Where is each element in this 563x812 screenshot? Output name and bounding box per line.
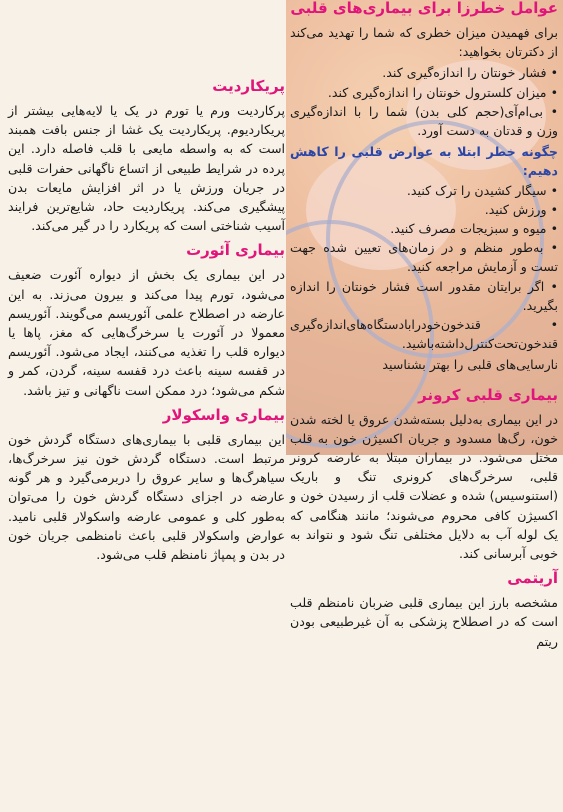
list-item: • اگر برایتان مقدور است فشار خونتان را اندازه بگیرید. xyxy=(290,277,558,315)
list-item: • سیگار کشیدن را ترک کنید. xyxy=(290,181,558,200)
section-title: عوامل خطرزا برای بیماری‌های قلبی xyxy=(290,0,558,17)
section-body: در این بیماری یک بخش از دیواره آئورت ضعیف می‌شود، تورم پیدا می‌کند و بیرون می‌زند. به این عارضه در اصطلاح علمی آئوریسم می‌گویند. آئوریسم معمولا در آئورت یا سرخرگ‌هایی که مغز، پاها یا دیواره قلب را تغذیه می‌کنند، ایجاد می‌شود. آئوریسم در قفسه سینه باعث درد قفسه سینه، گردن، کمر و شکم می‌شود؛ درد ممکن است ناگهانی و تیز باشد. xyxy=(8,267,285,398)
section-intro: برای فهمیدن میزان خطری که شما را تهدید می‌کند از دکترتان بخواهید: xyxy=(290,25,558,60)
section-note: نارسایی‌های قلبی را بهتر بشناسید xyxy=(382,357,558,373)
list-item: • قندخون‌خودرابادستگاه‌های‌اندازه‌گیری قندخون‌تحت‌کنترل‌داشته‌باشید. xyxy=(290,315,558,353)
right-column xyxy=(290,0,558,653)
list-item: • فشار خونتان را اندازه‌گیری کند. xyxy=(290,63,558,82)
section-coronary-disease xyxy=(290,385,558,564)
list-item: • میزان کلسترول خونتان را اندازه‌گیری کند. xyxy=(290,83,558,102)
section-title: بیماری واسکولار xyxy=(162,405,285,424)
list-item: • به‌طور منظم و در زمان‌های تعیین شده جهت تست و آزمایش مراجعه کنید. xyxy=(290,238,558,276)
section-body: پرکاردیت ورم یا تورم در یک یا لایه‌هایی بیشتر از پریکاردیوم. پریکاردیت یک غشا از جنس بافت همبند است که به واسطه مایعی با قلب فاصله دارد. این پرده در شرایط طبیعی از اتساع ناگهانی حفرات قلبی در جریان ورزش یا در اثر افزایش مایعات بدن پیشگیری می‌کند. پریکاردیت حاد، شایع‌ترین فرایند آسیب شناختی است که پریکارد را در گیر می‌کند. xyxy=(8,103,285,234)
section-title: پریکاردیت xyxy=(212,77,285,95)
list-item: • بی‌ام‌آی(حجم کلی بدن) شما را با اندازه‌گیری وزن و قدتان به دست آورد. xyxy=(290,102,558,140)
risk-list xyxy=(290,63,558,140)
section-aortic-disease xyxy=(8,240,285,399)
section-title: بیماری آئورت xyxy=(186,241,285,260)
section-vascular-disease xyxy=(8,405,285,564)
left-column xyxy=(8,76,285,566)
list-item: • میوه و سبزیجات مصرف کنید. xyxy=(290,219,558,238)
reduction-list xyxy=(290,181,558,354)
section-risk-reduction xyxy=(290,142,558,374)
section-title: بیماری قلبی کرونر xyxy=(418,385,558,404)
section-body: مشخصه بارز این بیماری قلبی ضربان نامنظم قلب است که در اصطلاح پزشکی به آن غیرطبیعی بودن ریتم xyxy=(290,595,558,649)
section-arrhythmia xyxy=(290,568,558,651)
section-body: در این بیماری به‌دلیل بسته‌شدن عروق یا لخته شدن خون، رگ‌ها مسدود و جریان اکسیژن خون به قلب مختل می‌شود. در بیماران مبتلا به عارضه کرونر قلبی، سرخرگ‌های کرونری تنگ و باریک (استنوسیس) شده و عضلات قلب از رسیدن خون و اکسیژن کافی محروم می‌شوند؛ مانند هنگامی که یک لوله آب به دلایل مختلفی تنگ شود و نتواند به خوبی آبرسانی کند. xyxy=(290,411,558,562)
section-subtitle: چگونه خطر ابتلا به عوارض قلبی را کاهش دهیم: xyxy=(290,144,558,179)
section-risk-factors xyxy=(290,0,558,140)
list-item: • ورزش کنید. xyxy=(290,200,558,219)
section-title: آریتمی xyxy=(507,569,558,588)
section-pericarditis xyxy=(8,76,285,235)
section-body: این بیماری قلبی با بیماری‌های دستگاه گردش خون مرتبط است. دستگاه گردش خون نیز سرخرگ‌ها، سیاهرگ‌ها و سایر عروق را دربرمی‌گیرد و هر گونه عارضه در اجزای دستگاه گردش خون را می‌توان به‌طور کلی و عمومی عارضه واسکولار قلبی نامید. عوارض واسکولار قلبی باعث نامنظمی جریان خون در بدن و پمپاژ نامنظم قلب می‌شود. xyxy=(8,431,285,563)
